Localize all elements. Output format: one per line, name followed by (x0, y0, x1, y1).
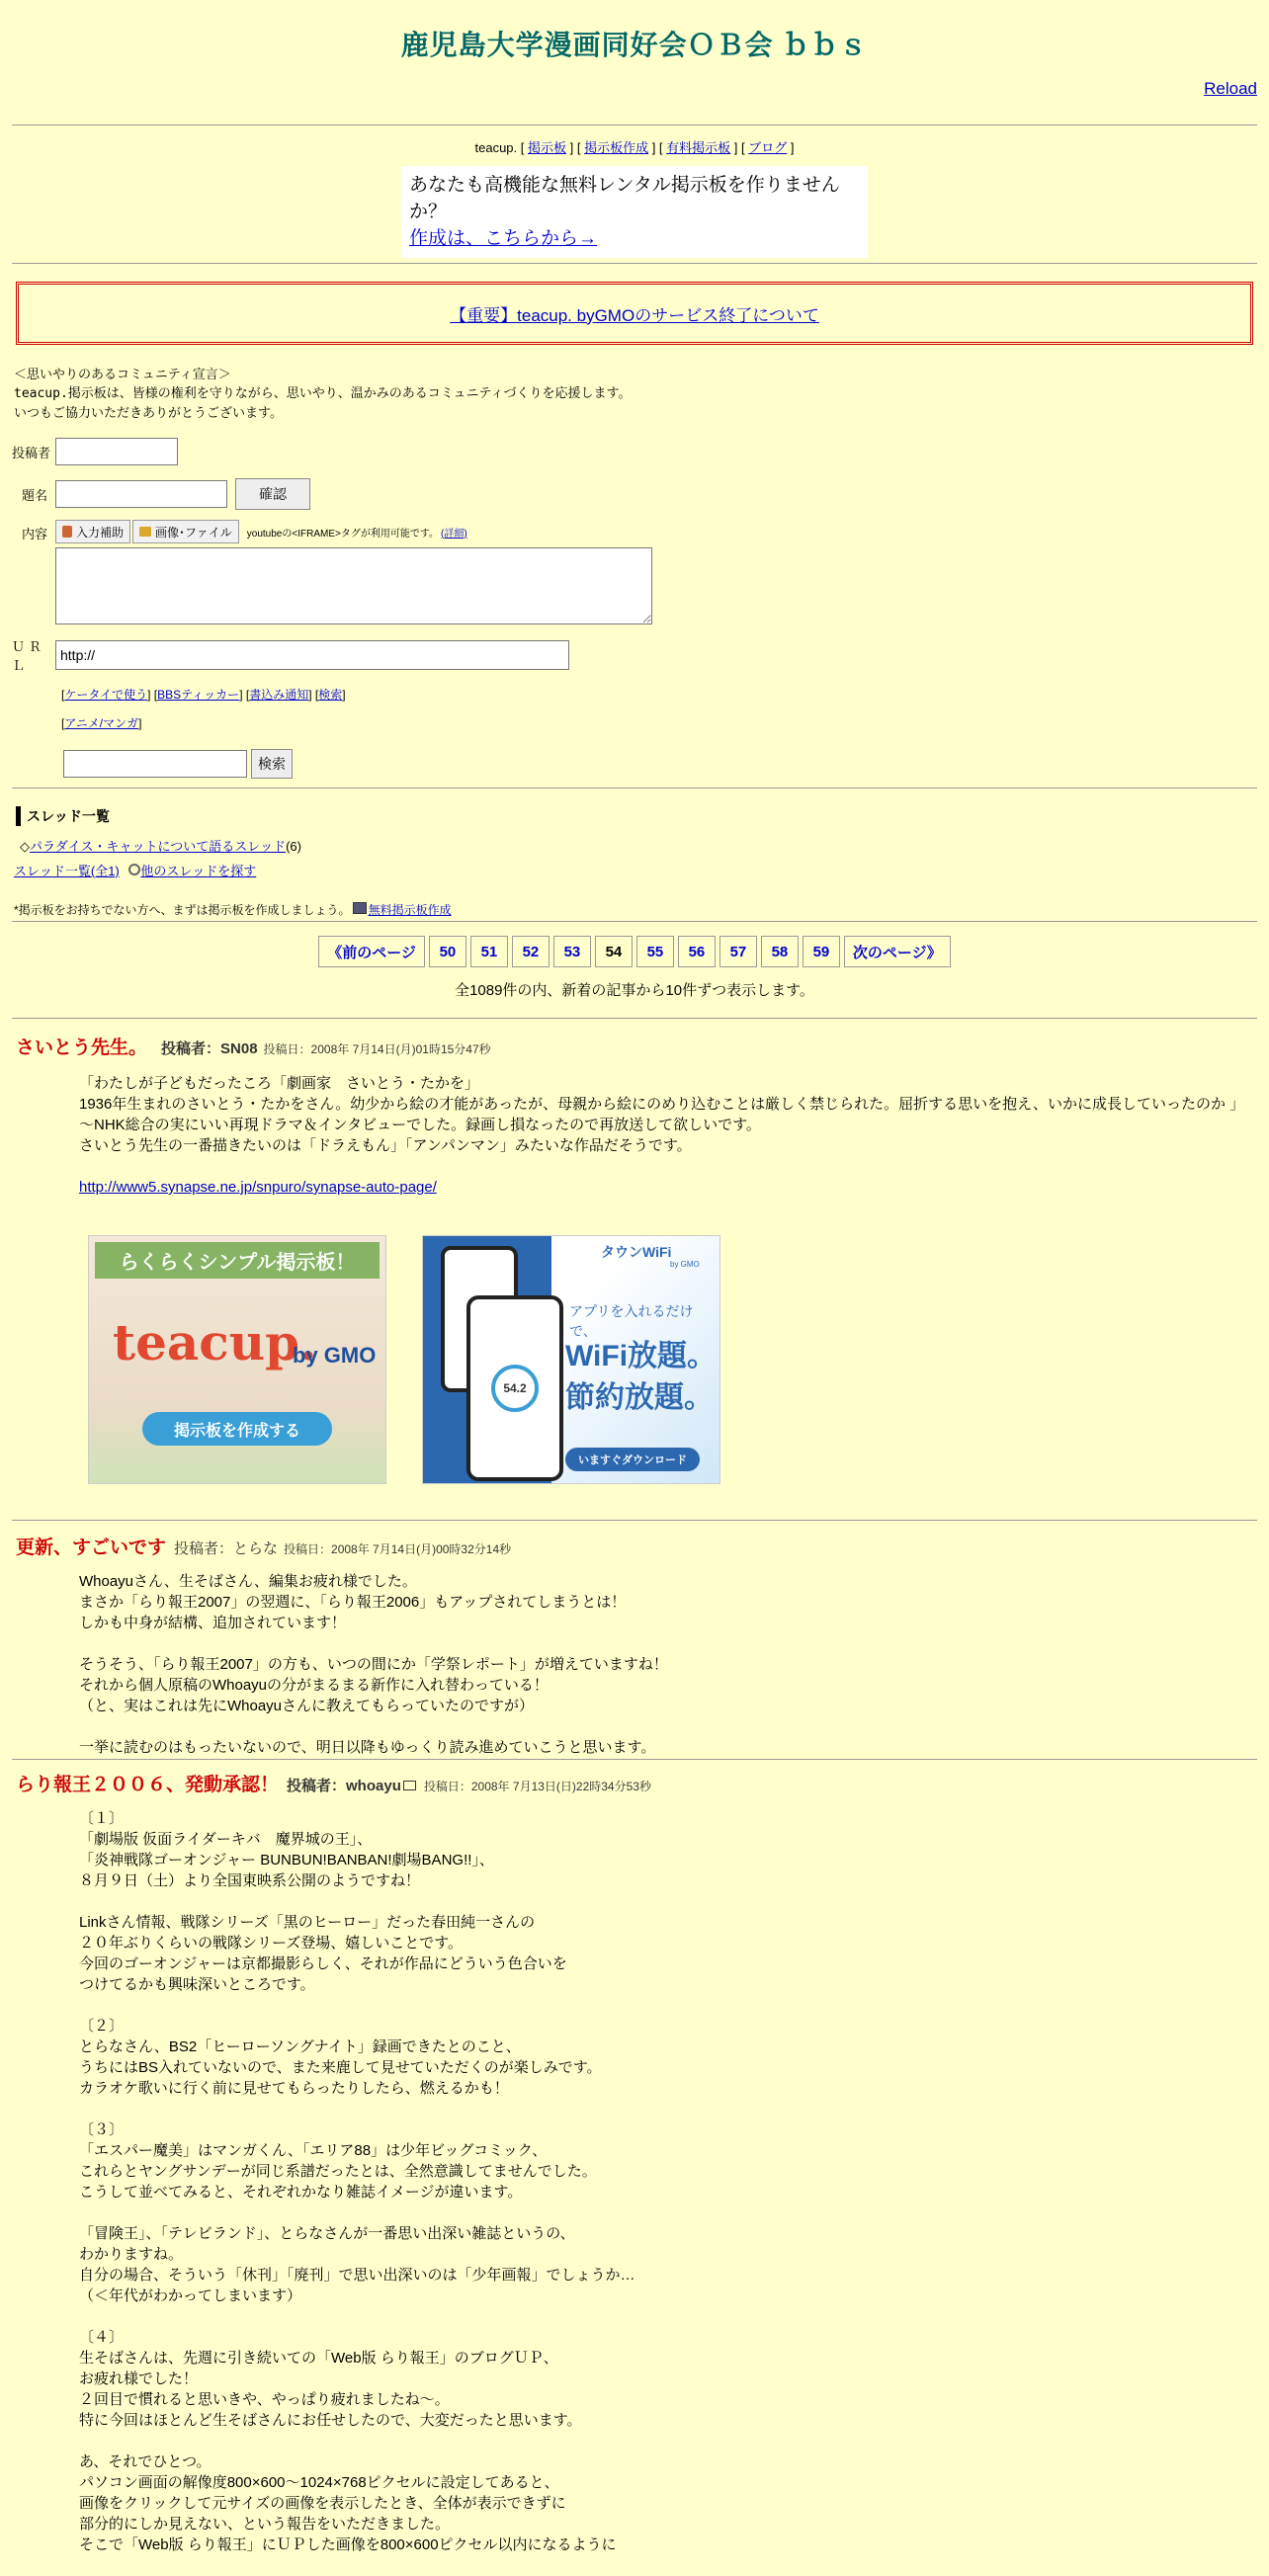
page-link[interactable]: 51 (470, 936, 508, 967)
wifi-ad-banner[interactable] (422, 1235, 720, 1484)
post-date: 投稿日：2008年 7月13日(日)22時34分53秒 (423, 1780, 651, 1793)
post-header (0, 1770, 1269, 1796)
page-link[interactable]: 59 (803, 936, 840, 967)
post-title: 更新、すごいです (16, 1537, 167, 1558)
divider (12, 1759, 1257, 1760)
teacup-nav: teacup. [ 掲示板 ] [ 掲示板作成 ] [ 有料掲示板 ] [ ブログ ] (474, 140, 795, 155)
wifi-brand: タウンWiFi (601, 1244, 672, 1260)
post-line: さいとう先生の一番描きたいのは「ドラえもん」「アンパンマン」みたいな作品だそうです。 (79, 1137, 692, 1154)
subject-input[interactable] (55, 480, 227, 508)
search-input[interactable] (63, 750, 247, 778)
post-body (79, 1571, 1269, 1758)
magnifier-icon (128, 864, 140, 875)
subject-label: 題名 (22, 487, 48, 503)
post-line: 特に今回はほとんど生そばさんにお任せしたので、大変だったと思います。 (79, 2412, 582, 2429)
pagination (0, 936, 1269, 967)
teacup-logo: teacup. (113, 1313, 317, 1371)
nav-link-bbs[interactable]: 掲示板 (528, 140, 567, 155)
wifi-by-gmo: by GMO (670, 1260, 700, 1269)
nav-link-blog[interactable]: ブログ (748, 140, 788, 155)
post-line: こうして並べてみると、それぞれかなり雑誌イメージが違います。 (79, 2184, 523, 2201)
post-author: 投稿者：SN08 (161, 1040, 258, 1057)
post-author: 投稿者：とらな (174, 1540, 279, 1557)
content-textarea[interactable] (55, 547, 652, 624)
tool-links: [ケータイで使う] [BBSティッカー] [書込み通知] [検索] (61, 688, 346, 702)
post-line: ８月９日（土）より全国東映系公開のようですね！ (79, 1872, 421, 1889)
thread-link[interactable]: パラダイス・キャットについて語るスレッド (30, 839, 287, 854)
post-header (0, 1533, 1269, 1559)
post-author: 投稿者：whoayu (287, 1778, 401, 1794)
post-line: 今回のゴーオンジャーは京都撮影らしく、それが作品にどういう色合いを (79, 1955, 567, 1972)
post-header (0, 1033, 1269, 1059)
post-line: 画像をクリックして元サイズの画像を表示したとき、全体が表示できずに (79, 2495, 566, 2512)
declaration-line (14, 383, 1269, 403)
mail-icon[interactable] (403, 1781, 416, 1790)
thread-item: ◇パラダイス・キャットについて語るスレッド(6) (20, 839, 301, 854)
search-button[interactable]: 検索 (251, 749, 293, 779)
page-link[interactable]: 52 (512, 936, 550, 967)
post-line: つけてるかも興味深いところです。 (79, 1976, 315, 1993)
wifi-line2: 節約放題。 (565, 1381, 714, 1414)
declaration-thanks: いつもご協力いただきありがとうございます。 (14, 405, 283, 420)
post-line: Linkさん情報、戦隊シリーズ「黒のヒーロー」だった春田純一さんの (79, 1914, 536, 1931)
ad-create-button[interactable]: 掲示板を作成する (142, 1412, 332, 1446)
post-line: 〔４〕 (79, 2329, 125, 2346)
ad-headline: らくらくシンプル掲示板！ (95, 1242, 380, 1279)
ad-by-gmo: by GMO (293, 1343, 377, 1368)
current-page: 54 (595, 936, 633, 967)
input-assist-button[interactable] (55, 520, 130, 543)
post-line: 生そばさんは、先週に引き続いての「Web版 らり報王」のブログＵＰ、 (79, 2350, 558, 2367)
post-line: わかりますね。 (79, 2246, 184, 2263)
thread-list-heading: スレッド一覧 (16, 806, 1269, 826)
url-label: ＵＲＬ (12, 639, 46, 673)
post-line: お疲れ様でした！ (79, 2370, 199, 2387)
next-page-link[interactable]: 次のページ》 (844, 936, 951, 967)
page-link[interactable]: 53 (553, 936, 591, 967)
post-date: 投稿日：2008年 7月14日(月)01時15分47秒 (263, 1042, 491, 1056)
post-line: ２回目で慣れると思いきや、やっぱり疲れましたね～。 (79, 2391, 450, 2408)
speed-gauge: 54.2 (491, 1365, 539, 1412)
category-links: [アニメ/マンガ] (61, 716, 142, 730)
post-line: まさか「らり報王2007」の翌週に、「らり報王2006」もアップされてしまうとは！ (79, 1594, 627, 1611)
post-line: 〔１〕 (79, 1810, 125, 1827)
post-line: パソコン画面の解像度800×600～1024×768ピクセルに設定してあると、 (79, 2474, 559, 2491)
post-line: 「冒険王」、「テレビランド」、とらなさんが一番思い出深い雑誌というの、 (79, 2225, 575, 2242)
iframe-note: youtubeの<IFRAME>タグが利用可能です。 (246, 528, 440, 540)
post-line: あ、それでひとつ。 (79, 2453, 212, 2470)
page-link[interactable]: 56 (678, 936, 716, 967)
wifi-line1: WiFi放題。 (565, 1340, 718, 1372)
post-line: 「エスパー魔美」はマンガくん、「エリア88」は少年ビッグコミック、 (79, 2142, 548, 2159)
teacup-ad-banner[interactable] (88, 1235, 386, 1484)
post-form (0, 435, 1269, 779)
divider (12, 921, 1257, 922)
service-notice-box (16, 282, 1253, 345)
image-file-label: 画像･ファイル (155, 525, 232, 540)
page-link[interactable]: 55 (636, 936, 674, 967)
post-line: （と、実はこれは先にWhoayuさんに教えてもらっていたのですが） (79, 1698, 535, 1714)
post-title: らり報王２００６、発動承認！ (16, 1775, 280, 1795)
declaration-brand: teacup. (14, 386, 68, 401)
post-line: そうそう、「らり報王2007」の方も、いつの間にか「学祭レポート」が増えていますね！ (79, 1656, 668, 1673)
author-input[interactable] (55, 438, 178, 465)
post-line: 〔３〕 (79, 2121, 125, 2138)
divider (12, 1018, 1257, 1019)
post-line: Whoayuさん、生そばさん、編集お疲れ様でした。 (79, 1573, 417, 1590)
create-board-note (14, 901, 1269, 918)
reload-link[interactable]: Reload (1204, 79, 1257, 98)
pencil-icon (62, 526, 72, 538)
post-line: （＜年代がわかってしまいます） (79, 2287, 302, 2304)
community-declaration (0, 345, 1269, 422)
page-link[interactable]: 58 (761, 936, 799, 967)
post-line: 1936年生まれのさいとう・たかをさん。幼少から絵の才能があったが、母親から絵にのめり込むことは厳しく禁じられた。屈折する思いを抱え、いかに成長していったのか 」 (79, 1096, 1245, 1113)
post-url-link[interactable]: http://www5.synapse.ne.jp/snpuro/synapse-auto-page/ (79, 1179, 437, 1196)
post-line: 自分の場合、そういう「休刊」「廃刊」で思い出深いのは「少年画報」でしょうか… (79, 2267, 635, 2284)
post-body (79, 1073, 1269, 1198)
divider (12, 1520, 1257, 1521)
prev-page-link[interactable]: 《前のページ (318, 936, 425, 967)
find-threads-link[interactable]: 他のスレッドを探す (140, 864, 257, 878)
post-line: ２０年ぶりくらいの戦隊シリーズ登場、嬉しいことです。 (79, 1935, 464, 1952)
service-notice-link[interactable]: 【重要】teacup. byGMOのサービス終了について (450, 305, 819, 325)
wifi-download-button[interactable]: いますぐダウンロード (565, 1448, 700, 1471)
link-anime-manga[interactable]: アニメ/マンガ (64, 716, 139, 730)
post-line: しかも中身が結構、追加されています！ (79, 1615, 347, 1631)
post-line: うちにはBS入れていないので、また来鹿して見せていただくのが楽しみです。 (79, 2059, 602, 2076)
post-line: 「劇場版 仮面ライダーキバ 魔界城の王」、 (79, 1831, 373, 1848)
board-title: 鹿児島大学漫画同好会ＯＢ会 ｂｂｓ (400, 30, 869, 60)
phone-icon (466, 1295, 563, 1481)
divider (12, 263, 1257, 264)
post-line: カラオケ歌いに行く前に見せてもらったりしたら、燃えるかも！ (79, 2080, 509, 2097)
post-line: そこで「Web版 らり報王」にＵＰした画像を800×600ピクセル以内になるように (79, 2536, 617, 2553)
wifi-sub: アプリを入れるだけで、 (569, 1303, 694, 1339)
input-assist-label: 入力補助 (76, 525, 125, 540)
page-link[interactable]: 50 (429, 936, 466, 967)
details-link[interactable]: (詳細) (441, 528, 467, 540)
computer-icon (353, 902, 367, 914)
content-label: 内容 (22, 527, 48, 541)
post-line: ～NHK総合の実にいい再現ドラマ＆インタビューでした。録画し損なったので再放送して欲しいです。 (79, 1117, 761, 1133)
post-line: 〔２〕 (79, 2018, 125, 2035)
post-title: さいとう先生。 (16, 1038, 148, 1058)
link-search[interactable]: 検索 (318, 688, 343, 702)
total-count: 全1089件の内、新着の記事から10件ずつ表示します。 (455, 982, 814, 999)
image-file-button[interactable] (132, 520, 239, 543)
url-input[interactable] (55, 640, 569, 670)
thread-count: (6) (286, 839, 301, 854)
promo-text: あなたも高機能な無料レンタル掲示板を作りませんか？ (409, 175, 840, 222)
post-line: それから個人原稿のWhoayuの分がまるまる新作に入れ替わっている！ (79, 1677, 549, 1694)
create-board-link[interactable]: 無料掲示板作成 (368, 903, 452, 917)
nav-link-create[interactable]: 掲示板作成 (584, 140, 649, 155)
post (0, 1018, 1269, 1466)
link-mobile[interactable]: ケータイで使う (64, 688, 148, 702)
teacup-brand: teacup. (474, 140, 518, 155)
declaration-text: 掲示板は、皆様の権利を守りながら、思いやり、温かみのあるコミュニティづくりを応援します。 (67, 385, 632, 400)
thread-actions (14, 861, 1269, 879)
divider (12, 788, 1257, 789)
post (0, 1759, 1269, 2576)
link-ticker[interactable]: BBSティッカー (157, 688, 240, 702)
author-label: 投稿者 (12, 445, 51, 460)
post-date: 投稿日：2008年 7月14日(月)00時32分14秒 (284, 1542, 512, 1556)
page-link[interactable]: 57 (719, 936, 757, 967)
nav-link-paid[interactable]: 有料掲示板 (666, 140, 731, 155)
all-threads-link[interactable]: スレッド一覧(全1) (14, 864, 120, 878)
post-line: とらなさん、BS2「ヒーローソングナイト」録画できたとのこと、 (79, 2038, 521, 2055)
post-line: 「炎神戦隊ゴーオンジャー BUNBUN!BANBAN!劇場BANG!!」、 (79, 1852, 494, 1869)
post-line: これらとヤングサンデーが同じ系譜だったとは、全然意識してませんでした。 (79, 2163, 597, 2180)
create-board-text: *掲示板をお持ちでない方へ、まずは掲示板を作成しましょう。 (14, 903, 351, 917)
link-notify[interactable]: 書込み通知 (249, 688, 309, 702)
post-line: 「わたしが子どもだったころ「劇画家 さいとう・たかを」 (79, 1075, 480, 1092)
declaration-title: ＜思いやりのあるコミュニティ宣言＞ (14, 367, 231, 381)
post-line: 一挙に読むのはもったいないので、明日以降もゆっくり読み進めていこうと思います。 (79, 1739, 656, 1756)
post-line: 部分的にしか見えない、という報告をいただきました。 (79, 2516, 451, 2533)
post-body (79, 1808, 1269, 2555)
promo-link[interactable]: 作成は、こちらから→ (409, 228, 598, 249)
confirm-button[interactable]: 確認 (235, 478, 310, 510)
folder-icon (139, 527, 151, 537)
post (0, 1520, 1269, 1779)
promo-box (401, 166, 868, 258)
